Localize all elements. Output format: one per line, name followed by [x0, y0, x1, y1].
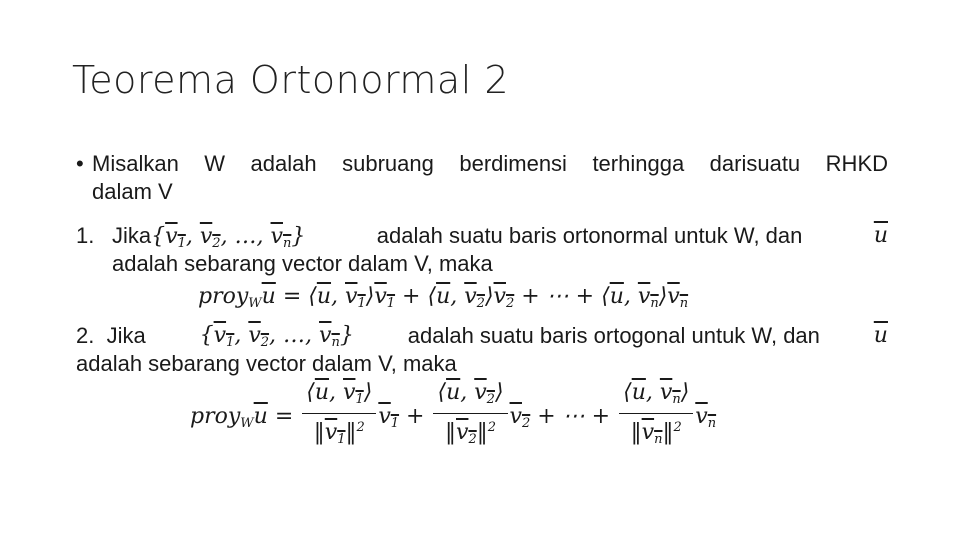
item-2-set-expression: {$v_1$, $v_2$, …, $v_n$}	[199, 323, 354, 350]
item-1-projection-formula: $proy_W\overline{u}$ = $⟨\overline{u}$, $v_1⟩v_1$ + $⟨\overline{u}$, $v_2⟩v_2$ + ⋯ + $⟨\overline{u}$, $v_n⟩v_n$	[198, 284, 689, 311]
item-1-line-2: adalah sebarang vector dalam V, maka	[112, 251, 493, 276]
slide-title: Teorema Ortonormal 2	[72, 58, 510, 102]
bullet-line-2: dalam V	[92, 179, 173, 204]
item-2-rest-text: adalah suatu baris ortogonal untuk W, dan	[407, 323, 820, 348]
item-2-projection-formula: $proy_W\overline{u}$ = $\frac{⟨\overline{u}, v_1⟩}{‖v_1‖^2}$ $v_1$ + $\frac{⟨\overline{u}, v_2⟩}{‖v_2‖^2}$ $v_2$ + ⋯ + $\frac{⟨\overline{u}, v_n⟩}{‖v_n‖^2}$ $v_n$	[190, 380, 717, 447]
item-2-line-2: adalah sebarang vector dalam V, maka	[76, 351, 457, 376]
item-2-marker: 2.	[76, 323, 95, 348]
item-1-jika: Jika	[112, 223, 152, 248]
item-2-jika: Jika	[106, 323, 146, 348]
item-1-set-expression: $Jika\{v_1$, $v_2$, …, $v_n$}	[112, 223, 306, 251]
item-1-vector-u: $\overline{u}$	[873, 223, 888, 248]
item-1-marker: 1.	[76, 223, 95, 248]
item-1-rest-text: adalah suatu baris ortonormal untuk W, dan	[376, 223, 803, 248]
bullet-line-1: Misalkan W adalah subruang berdimensi terhingga darisuatu RHKD	[92, 151, 888, 176]
item-2-vector-u: $\overline{u}$	[873, 323, 888, 348]
bullet-symbol: •	[76, 151, 84, 176]
